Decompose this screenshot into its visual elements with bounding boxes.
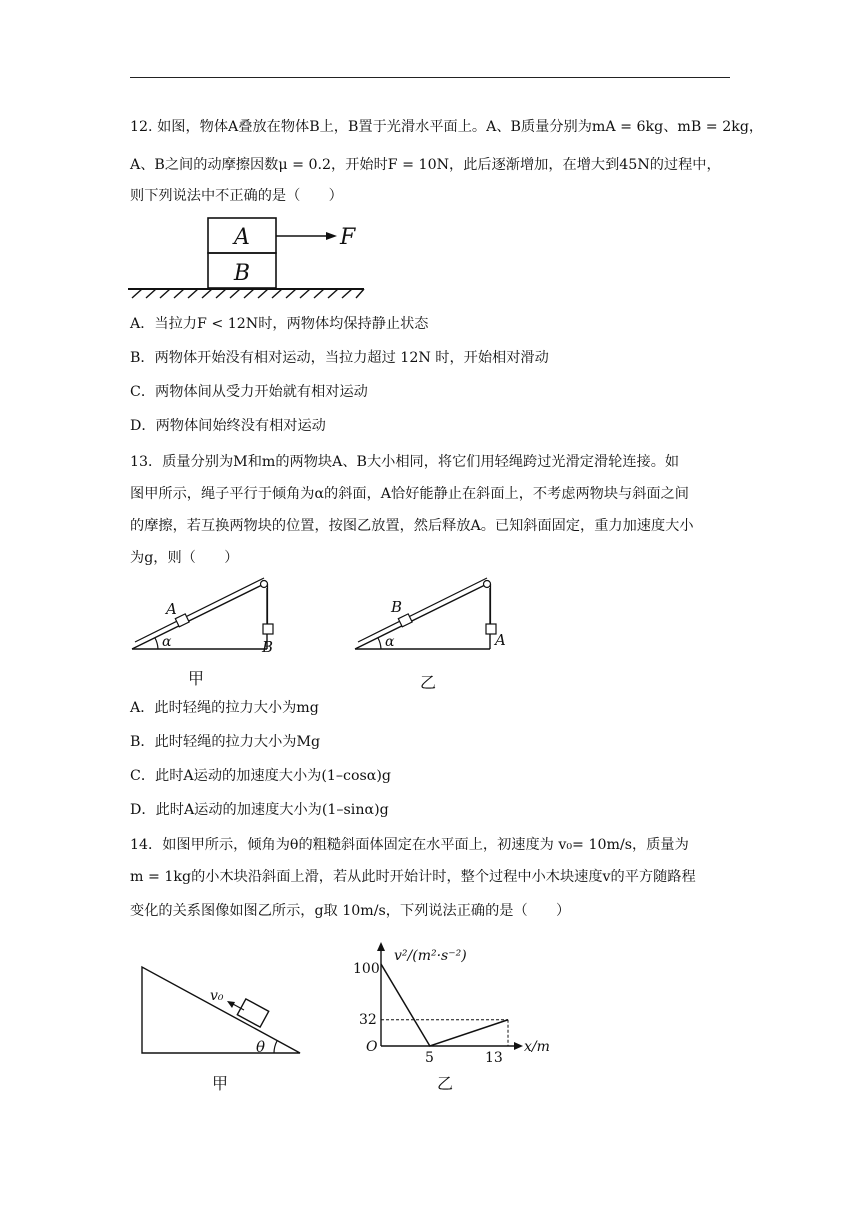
- angle-label: α: [385, 634, 395, 650]
- slope-block-label: B: [391, 598, 403, 616]
- q14-stem-line2: m = 1kg的小木块沿斜面上滑，若从此时开始计时，整个过程中小木块速度v的平方随路程: [130, 869, 696, 885]
- pulley: [261, 581, 268, 588]
- angle-label: θ: [256, 1038, 266, 1056]
- q14-caption-jia: 甲: [212, 1074, 229, 1093]
- q14-caption-yi: 乙: [437, 1074, 454, 1093]
- q13-stem-line2: 图甲所示，绳子平行于倾角为α的斜面，A恰好能静止在斜面上，不考虑两物块与斜面之间: [130, 486, 689, 502]
- hanging-block-label: B: [262, 638, 274, 656]
- hanging-block-label: A: [495, 631, 506, 649]
- ground-hatching: [128, 289, 364, 298]
- x-tick-label: 5: [425, 1050, 434, 1066]
- q13-stem-line1: 13．质量分别为M和m的两物块A、B大小相同，将它们用轻绳跨过光滑定滑轮连接。如: [130, 454, 680, 470]
- pulley: [484, 581, 491, 588]
- q14-figure-jia: [140, 964, 305, 1056]
- q12-option-c: C．两物体间从受力开始就有相对运动: [130, 384, 368, 400]
- block-a-label: A: [234, 225, 250, 250]
- block-b-label: B: [233, 261, 251, 286]
- v-squared-vs-x-chart: [350, 942, 560, 1064]
- q13-figure-yi: [353, 578, 513, 652]
- y-axis-label: v²/(m²·s⁻²): [394, 948, 467, 964]
- q12-option-b: B．两物体开始没有相对运动，当拉力超过 12N 时，开始相对滑动: [130, 350, 549, 366]
- q13-caption-jia: 甲: [188, 669, 205, 688]
- q12-stem-line3: 则下列说法中不正确的是（ ）: [130, 188, 343, 204]
- q12-stem-line2: A、B之间的动摩擦因数μ = 0.2，开始时F = 10N，此后逐渐增加，在增大到45N的过程中，: [130, 157, 721, 173]
- wooden-block: [237, 999, 268, 1027]
- series-line: [381, 964, 508, 1046]
- q13-stem-line3: 的摩擦，若互换两物块的位置，按图乙放置，然后释放A。已知斜面固定，重力加速度大小: [130, 518, 694, 534]
- x-axis-label: x/m: [524, 1039, 550, 1055]
- header-rule: [130, 77, 730, 78]
- force-label: F: [340, 225, 356, 250]
- q13-option-d: D．此时A运动的加速度大小为(1–sinα)g: [130, 802, 389, 818]
- origin-label: O: [366, 1039, 378, 1055]
- velocity-label: v₀: [210, 988, 224, 1004]
- y-tick-label: 32: [359, 1012, 377, 1028]
- q12-stem-line1: 12. 如图，物体A叠放在物体B上，B置于光滑水平面上。A、B质量分别为mA = 6kg、mB = 2kg，: [130, 119, 764, 135]
- q13-figure-jia: [130, 578, 290, 656]
- q14-stem-line1: 14．如图甲所示，倾角为θ的粗糙斜面体固定在水平面上，初速度为 v₀= 10m/s，质量为: [130, 837, 689, 853]
- q13-option-b: B．此时轻绳的拉力大小为Mg: [130, 734, 321, 750]
- q13-caption-yi: 乙: [420, 673, 437, 692]
- x-tick-label: 13: [485, 1050, 503, 1066]
- q13-option-a: A．此时轻绳的拉力大小为mg: [130, 700, 319, 716]
- hanging-block: [263, 624, 273, 634]
- force-arrowhead: [326, 232, 337, 240]
- y-tick-label: 100: [353, 961, 380, 977]
- q12-figure: [128, 216, 368, 298]
- slope-block-label: A: [166, 600, 177, 618]
- q13-stem-line4: 为g，则（ ）: [130, 550, 239, 566]
- q12-option-d: D．两物体间始终没有相对运动: [130, 418, 326, 434]
- q13-option-c: C．此时A运动的加速度大小为(1–cosα)g: [130, 768, 391, 784]
- q12-option-a: A．当拉力F < 12N时，两物体均保持静止状态: [130, 316, 429, 332]
- q14-stem-line3: 变化的关系图像如图乙所示，g取 10m/s，下列说法正确的是（ ）: [130, 903, 571, 919]
- angle-label: α: [162, 634, 172, 650]
